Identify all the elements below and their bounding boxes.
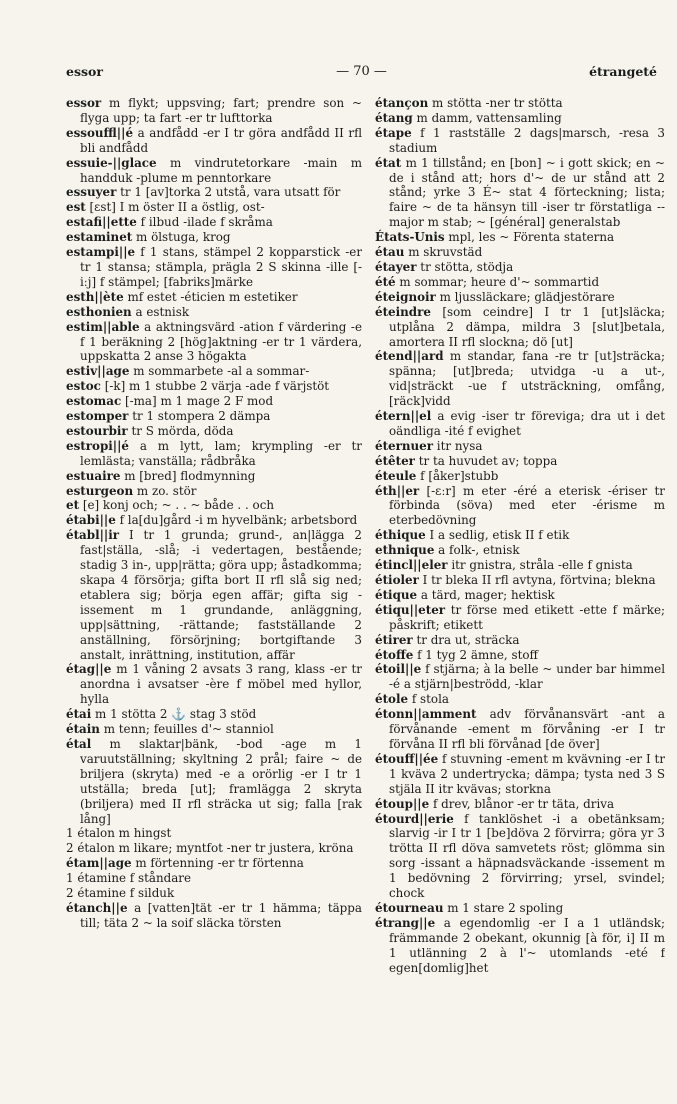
entry-headword: étourneau: [375, 900, 444, 915]
dictionary-entry: [375, 812, 665, 901]
entry-definition: I tr bleka II rfl avtyna, förtvina; blekna: [418, 573, 656, 587]
entry-headword: éthique: [375, 528, 426, 543]
entry-headword: estafi||ette: [66, 215, 137, 230]
entry-definition: a egendomlig -er I a 1 utländsk; främmande 2 obekant, okunnig [à för, i] II m 1 utlänning 2 à l'~ utomlands -eté f egen[domlig]het: [389, 915, 665, 975]
dictionary-entry: [66, 439, 362, 469]
entry-headword: ethnique: [375, 543, 435, 558]
dictionary-entry: [66, 528, 362, 662]
dictionary-entry: [375, 245, 665, 260]
entry-definition: a [vatten]tät -er tr 1 hämma; täppa till; täta 2 ~ la soif släcka törsten: [80, 900, 362, 930]
entry-headword: essuie-||glace: [66, 155, 157, 170]
page-number: — 70 —: [336, 64, 387, 79]
entry-definition: tr 1 [av]torka 2 utstå, vara utsatt för: [116, 185, 341, 200]
dictionary-entry: [66, 320, 362, 365]
dictionary-entry: [66, 722, 362, 737]
dictionary-entry: [66, 200, 362, 215]
entry-definition: a folk-, etnisk: [434, 543, 520, 558]
dictionary-entry: [375, 409, 665, 439]
dictionary-entry: [66, 886, 362, 901]
entry-definition: [-k] m 1 stubbe 2 värja -ade f värjstöt: [100, 379, 330, 394]
entry-definition: a andfådd -er I tr göra andfådd II rfl bli andfådd: [80, 125, 362, 155]
entry-headword: étayer: [375, 259, 417, 274]
dictionary-entry: [375, 558, 665, 573]
entry-headword: estampi||e: [66, 245, 136, 260]
entry-definition: itr gnistra, stråla -elle f gnista: [447, 558, 633, 573]
dictionary-entry: [66, 469, 362, 484]
entry-definition: a m lytt, lam; krympling -er tr lemlästa; vanställa; rådbråka: [80, 438, 362, 468]
entry-headword: étoffe: [375, 647, 414, 662]
entry-definition: [ɛst] I m öster II a östlig, ost-: [85, 200, 265, 215]
entry-headword: essuyer: [66, 185, 117, 200]
entry-headword: étanch||e: [66, 900, 128, 915]
entry-definition: m damm, vattensamling: [412, 110, 562, 125]
entry-headword: éth||er: [375, 483, 420, 498]
entry-definition: a evig -iser tr föreviga; dra ut i det oändliga -ité f evighet: [389, 409, 665, 438]
entry-headword: est: [66, 200, 86, 215]
entry-headword: esthonien: [66, 304, 132, 319]
dictionary-entry: [66, 871, 362, 886]
entry-definition: f tanklöshet -i a obetänksam; slarvig -ir I tr 1 [be]döva 2 förvirra; göra yr 3 trötta II rfl döva samvetets röst; glömma sin sorg -issant a häpnadsväckande -issement m 1 bedövning 2 förvirring; yrsel, svindel; chock: [389, 811, 665, 901]
entry-definition: f stjärna; à la belle ~ under bar himmel -é a stjärn|beströdd, -klar: [389, 662, 665, 692]
entry-definition: m tenn; feuilles d'~ stanniol: [99, 722, 274, 737]
entry-headword: étrang||e: [375, 915, 436, 930]
dictionary-entry: [66, 737, 362, 826]
entry-definition: [-ɛːr] m eter -éré a eterisk -ériser tr förbinda (söva) med eter -érisme m eterbedövning: [389, 483, 665, 528]
dictionary-entry: [375, 260, 665, 275]
dictionary-entry: [375, 573, 665, 588]
dictionary-entry: [66, 215, 362, 230]
entry-definition: m 1 våning 2 avsats 3 rang, klass -er tr anordna i avsatser -ère f möbel med hyllor, hylla: [80, 662, 362, 707]
dictionary-entry: [66, 856, 362, 871]
entry-headword: état: [375, 155, 402, 170]
dictionary-entry: [375, 439, 665, 454]
entry-headword: étam||age: [66, 856, 132, 871]
entry-definition: [e] konj och; ~ . . ~ både . . och: [79, 498, 275, 513]
entry-definition: 2 étalon m likare; myntfot -ner tr justera, kröna: [66, 841, 354, 856]
entry-headword: estim||able: [66, 319, 140, 334]
entry-definition: tr ta huvudet av; toppa: [414, 453, 558, 468]
entry-headword: étioler: [375, 573, 419, 587]
entry-definition: mf estet -éticien m estetiker: [123, 289, 298, 304]
header-right-guideword: étrangeté: [589, 64, 657, 79]
dictionary-entry: [375, 156, 665, 231]
entry-headword: étape: [375, 125, 412, 140]
entry-headword: estropi||é: [66, 438, 129, 453]
entry-headword: étend||ard: [375, 349, 444, 364]
dictionary-entry: [375, 349, 665, 409]
dictionary-entry: [375, 111, 665, 126]
dictionary-entry: [375, 603, 665, 633]
entry-definition: tr dra ut, sträcka: [412, 632, 520, 647]
page-header: [66, 64, 657, 82]
entry-definition: m ljussläckare; glädjestörare: [435, 289, 615, 304]
entry-definition: m 1 stötta 2 ⚓ stag 3 stöd: [91, 707, 257, 722]
entry-headword: estourbir: [66, 423, 128, 438]
entry-headword: éteignoir: [375, 289, 436, 304]
dictionary-entry: [375, 469, 665, 484]
dictionary-entry: [375, 692, 665, 707]
entry-definition: a aktningsvärd -ation f värdering -e f 1 beräkning 2 [hög]aktning -er tr 1 värdera, uppskatta 2 anse 3 högakta: [80, 319, 362, 364]
entry-definition: tr förse med etikett -ette f märke; påskrift; etikett: [389, 602, 665, 632]
dictionary-entry: [66, 826, 362, 841]
header-left-guideword: essor: [66, 64, 103, 79]
entry-headword: étouff||ée: [375, 751, 439, 766]
left-column: [66, 96, 362, 1048]
entry-headword: étique: [375, 587, 418, 602]
dictionary-entry: [375, 454, 665, 469]
entry-headword: États-Unis: [375, 230, 445, 245]
entry-headword: éteindre: [375, 304, 431, 319]
dictionary-entry: [375, 275, 665, 290]
dictionary-entry: [375, 305, 665, 350]
dictionary-entry: [375, 290, 665, 305]
dictionary-entry: [66, 364, 362, 379]
entry-headword: estiv||age: [66, 364, 130, 379]
entry-definition: m zo. stör: [133, 483, 197, 498]
entry-definition: m flykt; uppsving; fart; prendre son ~ flyga upp; ta fart -er tr lufttorka: [80, 96, 362, 125]
dictionary-entry: [375, 484, 665, 529]
entry-definition: m stötta -ner tr stötta: [428, 96, 563, 110]
entry-headword: étau: [375, 245, 405, 260]
dictionary-entry: [66, 305, 362, 320]
entry-definition: a tärd, mager; hektisk: [417, 587, 555, 602]
entry-definition: f 1 stans, stämpel 2 kopparstick -er tr 1 stansa; stämpla, prägla 2 S skinna -ille [-iːj] f stämpel; [fabriks]märke: [80, 245, 362, 289]
entry-definition: m förtenning -er tr förtenna: [131, 856, 304, 871]
entry-headword: estomper: [66, 409, 129, 424]
entry-definition: f [åker]stubb: [416, 468, 499, 483]
dictionary-entry: [375, 126, 665, 156]
entry-definition: m 1 stare 2 spoling: [443, 900, 564, 915]
dictionary-entry: [66, 394, 362, 409]
entry-headword: étincl||eler: [375, 558, 448, 573]
entry-definition: m 1 tillstånd; en [bon] ~ i gott skick; en ~ de i stånd att; hors d'~ de ur stånd att 2 stånd; yrke 3 É~ stat 4 förteckning; lista; faire ~ de ta hänsyn till -iser tr förstatliga --major m stab; ~ [général] generalstab: [389, 155, 665, 230]
entry-definition: I tr 1 grunda; grund-, an|lägga 2 fast|ställa, -slå; -i vedertagen, bestående; stadig 3 in-, upp|rätta; göra upp; åstadkomma; skapa 4 försörja; gifta bort II rfl slå sig ned; etablera sig; börja egen affär; gifta sig -issement m 1 grundande, anläggning, upp|sättning, -rättande; fastställande 2 anställning, försörjning; bortgiftande 3 anstalt, inrättning, institution, affär: [80, 528, 362, 662]
entry-headword: étabi||e: [66, 513, 116, 528]
entry-headword: étirer: [375, 632, 413, 647]
entry-definition: tr S mörda, döda: [127, 423, 234, 438]
entry-headword: éternuer: [375, 438, 434, 453]
entry-definition: mpl, les ~ Förenta staterna: [444, 230, 615, 245]
entry-definition: m vindrutetorkare -main m handduk -plume m penntorkare: [80, 155, 362, 185]
entry-headword: étoil||e: [375, 662, 422, 677]
entry-definition: f la[du]gård -i m hyvelbänk; arbetsbord: [115, 513, 358, 528]
entry-definition: f drev, blånor -er tr täta, driva: [429, 796, 615, 811]
entry-headword: étain: [66, 722, 100, 737]
entry-definition: [-ma] m 1 mage 2 F mod: [121, 394, 274, 409]
dictionary-entry: [66, 484, 362, 499]
dictionary-entry: [375, 797, 665, 812]
right-column: [375, 96, 665, 1048]
dictionary-entry: [66, 707, 362, 722]
dictionary-entry: [375, 662, 665, 692]
dictionary-entry: [66, 290, 362, 305]
entry-headword: éteule: [375, 468, 417, 483]
dictionary-entry: [66, 126, 362, 156]
entry-definition: m [bred] flodmynning: [120, 468, 256, 483]
dictionary-entry: [66, 841, 362, 856]
dictionary-entry: [375, 901, 665, 916]
entry-definition: I a sedlig, etisk II f etik: [425, 528, 570, 543]
entry-headword: étal: [66, 736, 92, 751]
entry-definition: 2 étamine f silduk: [66, 886, 175, 901]
dictionary-entry: [66, 379, 362, 394]
entry-headword: étang: [375, 110, 413, 125]
entry-headword: estaminet: [66, 230, 133, 245]
entry-headword: étêter: [375, 453, 415, 468]
entry-headword: étag||e: [66, 662, 112, 677]
dictionary-entry: [375, 528, 665, 543]
entry-definition: f 1 rastställe 2 dags|marsch, -resa 3 stadium: [389, 125, 665, 155]
dictionary-entry: [375, 230, 665, 245]
entry-headword: établ||ir: [66, 528, 120, 543]
entry-definition: m standar, fana -re tr [ut]sträcka; spänna; [ut]breda; utvidga -u a ut-, vid|sträckt -ue f utsträckning, omfång, [räck]vidd: [389, 349, 665, 409]
entry-headword: étoup||e: [375, 796, 430, 811]
entry-definition: 1 étamine f ståndare: [66, 871, 192, 886]
entry-definition: a estnisk: [131, 304, 190, 319]
dictionary-entry: [66, 409, 362, 424]
entry-definition: [som ceindre] I tr 1 [ut]släcka; utplåna 2 dämpa, mildra 3 [slut]betala, amortera II rfl slockna; dö [ut]: [389, 304, 665, 349]
entry-definition: f stola: [408, 692, 449, 707]
entry-definition: f ilbud -ilade f skråma: [136, 215, 273, 230]
dictionary-entry: [66, 424, 362, 439]
entry-definition: adv förvånansvärt -ant a förvånande -ement m förvåning -er I tr förvåna II rfl bli förvånad [de över]: [389, 707, 665, 751]
entry-definition: m ölstuga, krog: [132, 230, 231, 245]
dictionary-entry: [375, 648, 665, 663]
dictionary-entry: [375, 543, 665, 558]
dictionary-entry: [375, 707, 665, 752]
dictionary-entry: [375, 916, 665, 976]
dictionary-entry: [375, 633, 665, 648]
entry-definition: itr nysa: [433, 438, 483, 453]
dictionary-entry: [66, 156, 362, 186]
entry-definition: f stuvning -ement m kvävning -er I tr 1 kväva 2 undertrycka; dämpa; tysta ned 3 S stjäla II itr kvävas; storkna: [389, 751, 665, 796]
entry-headword: étourd||erie: [375, 811, 454, 826]
entry-definition: tr 1 stompera 2 dämpa: [128, 409, 271, 424]
entry-headword: esth||ète: [66, 289, 124, 304]
dictionary-entry: [66, 498, 362, 513]
entry-headword: étern||el: [375, 409, 432, 424]
dictionary-entry: [66, 513, 362, 528]
entry-definition: m sommarbete -al a sommar-: [129, 364, 310, 379]
entry-headword: étiqu||eter: [375, 602, 446, 617]
dictionary-entry: [66, 96, 362, 126]
entry-headword: essor: [66, 96, 102, 110]
dictionary-entry: [375, 588, 665, 603]
dictionary-entry: [375, 752, 665, 797]
entry-definition: m slaktar|bänk, -bod -age m 1 varuutställning; skyltning 2 prål; faire ~ de briljera (skryta) med -e a orörlig -er I tr 1 utställa; breda [ut]; framlägga 2 skryta (briljera) med II rfl sträcka ut sig; falla [rak lång]: [80, 736, 362, 826]
entry-definition: m sommar; heure d'~ sommartid: [395, 274, 600, 289]
entry-headword: esturgeon: [66, 483, 134, 498]
entry-headword: estomac: [66, 394, 122, 409]
dictionary-entry: [375, 96, 665, 111]
entry-headword: étai: [66, 707, 92, 722]
entry-definition: f 1 tyg 2 ämne, stoff: [413, 647, 538, 662]
dictionary-entry: [66, 230, 362, 245]
entry-definition: tr stötta, stödja: [416, 259, 514, 274]
entry-definition: 1 étalon m hingst: [66, 826, 172, 841]
entry-headword: étole: [375, 692, 409, 707]
entry-headword: été: [375, 274, 396, 289]
dictionary-entry: [66, 901, 362, 931]
entry-headword: essouffl||é: [66, 125, 134, 140]
dictionary-entry: [66, 185, 362, 200]
entry-headword: étançon: [375, 96, 429, 110]
entry-headword: estoc: [66, 379, 101, 394]
entry-headword: et: [66, 498, 80, 513]
entry-headword: estuaire: [66, 468, 121, 483]
entry-headword: étonn||amment: [375, 707, 477, 722]
entry-definition: m skruvstäd: [404, 245, 483, 260]
dictionary-entry: [66, 245, 362, 290]
dictionary-entry: [66, 662, 362, 707]
